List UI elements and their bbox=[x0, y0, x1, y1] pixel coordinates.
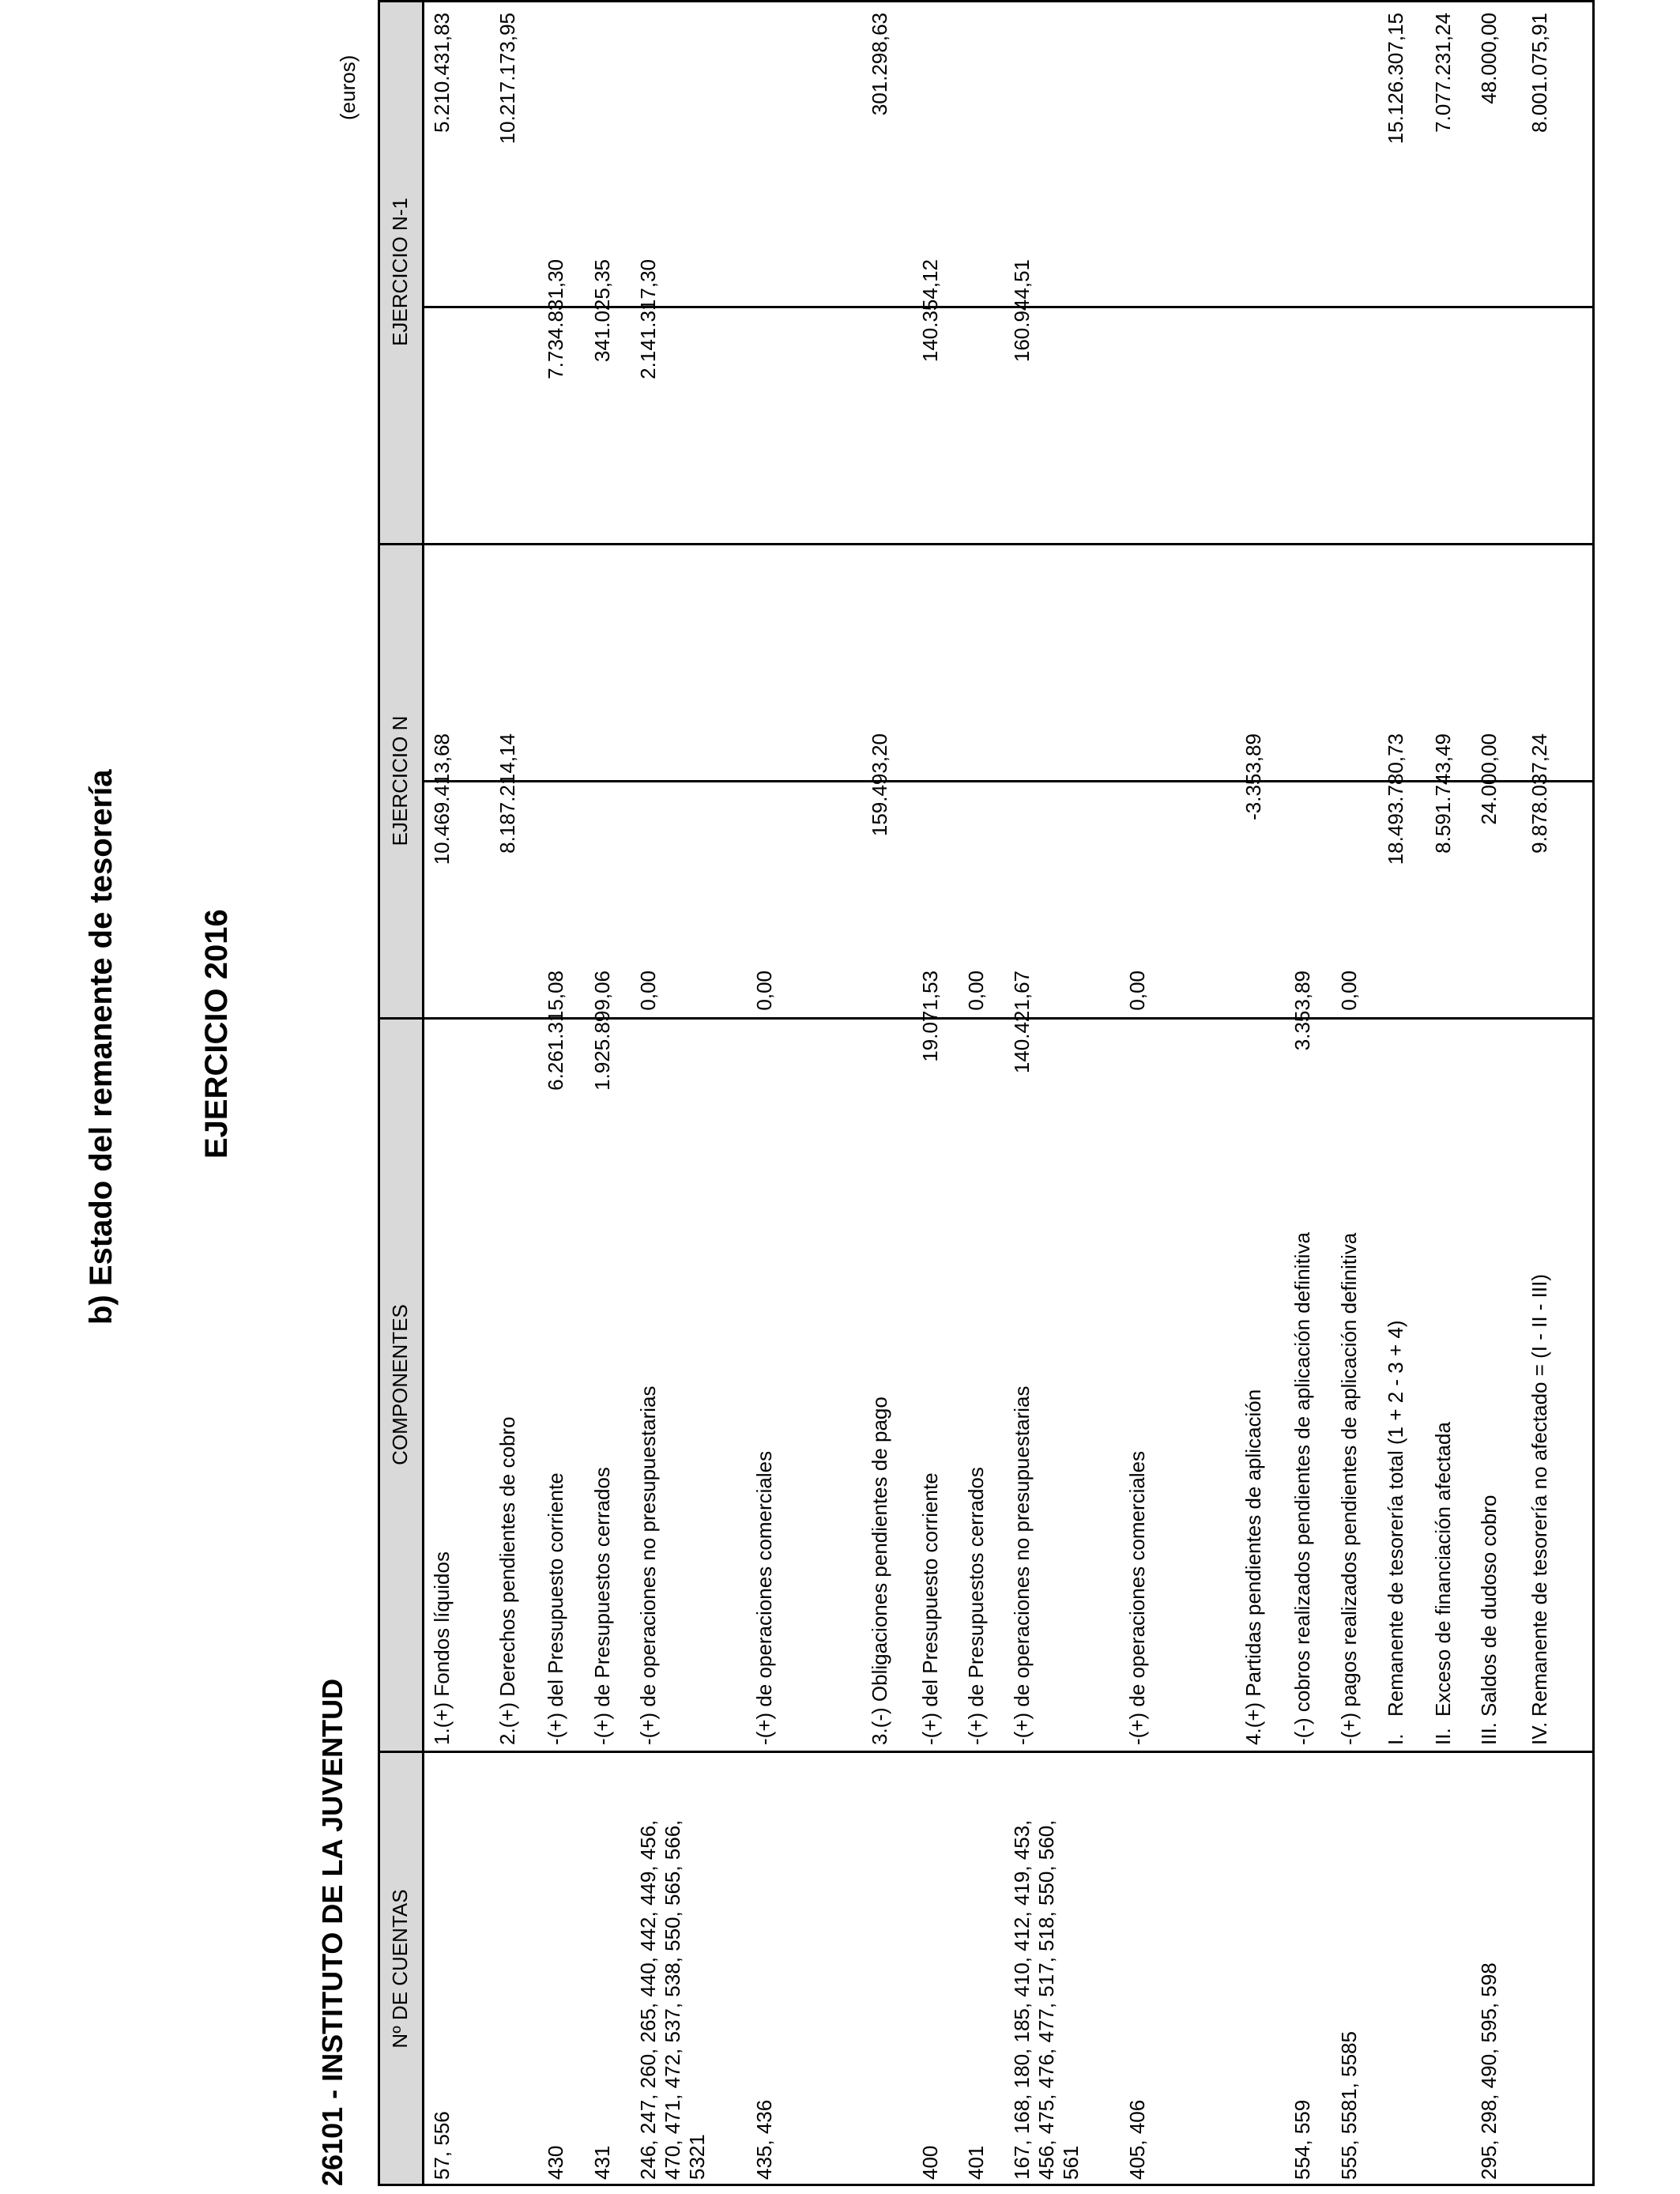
account-codes: 405, 406 bbox=[1125, 2099, 1149, 2180]
account-codes: 554, 559 bbox=[1290, 2099, 1314, 2180]
border-year-n-sub bbox=[422, 780, 1595, 782]
component-text: -(+) de Presupuestos cerrados bbox=[590, 1467, 614, 1745]
header-accounts: Nº DE CUENTAS bbox=[378, 1751, 422, 2186]
component-text: -(+) de operaciones no presupuestarias bbox=[1010, 1385, 1034, 1745]
entity-name: 26101 - INSTITUTO DE LA JUVENTUD bbox=[316, 1678, 348, 2186]
year-n1-total-value: 8.001.075,91 bbox=[1527, 13, 1551, 133]
component-label bbox=[1010, 1385, 1034, 1745]
roman-numeral: I. bbox=[1384, 1733, 1407, 1745]
account-codes: 167, 168, 180, 185, 410, 412, 419, 453, 456, 475, 476, 477, 517, 518, 550, 560, 561 bbox=[1010, 1819, 1083, 2180]
component-label bbox=[1384, 1320, 1408, 1745]
component-text: -(+) del Presupuesto corriente bbox=[544, 1472, 567, 1745]
year-n1-total-value: 7.077.231,24 bbox=[1431, 13, 1455, 133]
account-codes: 431 bbox=[590, 2145, 614, 2180]
component-text: -(+) de Presupuestos cerrados bbox=[964, 1467, 988, 1745]
component-label bbox=[636, 1385, 661, 1745]
year-n-total-value: 24.000,00 bbox=[1477, 733, 1501, 825]
year-n1-detail-value: 2.141.317,30 bbox=[636, 259, 660, 379]
component-text: 4.(+) Partidas pendientes de aplicación bbox=[1241, 1389, 1265, 1745]
roman-numeral: II. bbox=[1431, 1728, 1455, 1745]
year-n-detail-value: 19.071,53 bbox=[918, 971, 942, 1062]
units-label: (euros) bbox=[336, 55, 360, 120]
year-n-total-value: 8.187.214,14 bbox=[495, 733, 519, 854]
treasury-table bbox=[378, 0, 1595, 2186]
account-codes: 57, 556 bbox=[430, 2111, 454, 2180]
account-codes: 295, 298, 490, 595, 598 bbox=[1477, 1962, 1501, 2180]
year-n1-total-value: 301.298,63 bbox=[868, 13, 891, 116]
year-n-detail-value: 0,00 bbox=[1337, 971, 1361, 1011]
table-bottom-border bbox=[1592, 0, 1595, 2186]
component-label bbox=[1337, 1233, 1362, 1745]
year-n-detail-value: 6.261.315,08 bbox=[544, 971, 567, 1091]
year-n-detail-value: 0,00 bbox=[636, 971, 660, 1011]
component-label bbox=[918, 1472, 943, 1745]
component-label bbox=[1241, 1389, 1266, 1745]
component-text: Saldos de dudoso cobro bbox=[1477, 1495, 1501, 1717]
component-label bbox=[1290, 1232, 1315, 1745]
roman-numeral: III. bbox=[1477, 1722, 1501, 1745]
year-n1-total-value: 48.000,00 bbox=[1477, 13, 1501, 104]
table-top-border bbox=[378, 0, 380, 2186]
year-n1-detail-value: 140.354,12 bbox=[918, 259, 942, 363]
component-label bbox=[544, 1472, 568, 1745]
component-text: 3.(-) Obligaciones pendientes de pago bbox=[868, 1397, 891, 1745]
report-subtitle: EJERCICIO 2016 bbox=[199, 909, 234, 1159]
component-label bbox=[1527, 1274, 1552, 1745]
header-year-n: EJERCICIO N bbox=[378, 544, 422, 1018]
header-year-n1: EJERCICIO N-1 bbox=[378, 0, 422, 544]
year-n-total-value: 9.878.037,24 bbox=[1527, 733, 1551, 854]
border-left bbox=[378, 2184, 1595, 2186]
account-codes: 435, 436 bbox=[752, 2099, 776, 2180]
year-n1-total-value: 15.126.307,15 bbox=[1384, 13, 1407, 145]
component-text: Remanente de tesorería no afectado = (I - II - III) bbox=[1527, 1273, 1551, 1717]
component-label bbox=[752, 1451, 777, 1745]
year-n1-total-value: 10.217.173,95 bbox=[495, 13, 519, 145]
component-text: 1.(+) Fondos líquidos bbox=[430, 1551, 454, 1745]
component-label bbox=[1477, 1495, 1501, 1745]
component-text: Exceso de financiación afectada bbox=[1431, 1422, 1455, 1717]
account-codes: 400 bbox=[918, 2145, 942, 2180]
component-label bbox=[430, 1551, 454, 1745]
component-text: 2.(+) Derechos pendientes de cobro bbox=[495, 1416, 519, 1745]
report-title: b) Estado del remanente de tesorería bbox=[84, 769, 119, 1325]
account-codes: 430 bbox=[544, 2145, 567, 2180]
component-text: -(-) cobros realizados pendientes de aplicación definitiva bbox=[1290, 1232, 1314, 1745]
component-label bbox=[868, 1397, 892, 1745]
component-label bbox=[590, 1467, 615, 1745]
account-codes: 246, 247, 260, 265, 440, 442, 449, 456, 470, 471, 472, 537, 538, 550, 565, 566, 5321 bbox=[636, 1819, 709, 2180]
year-n-detail-value: 1.925.899,06 bbox=[590, 971, 614, 1091]
account-codes: 401 bbox=[964, 2145, 988, 2180]
account-codes: 555, 5581, 5585 bbox=[1337, 2031, 1361, 2180]
year-n1-detail-value: 341.025,35 bbox=[590, 259, 614, 363]
border-right bbox=[378, 0, 1595, 2]
year-n-detail-value: 3.353,89 bbox=[1290, 971, 1314, 1051]
component-label bbox=[1431, 1422, 1456, 1745]
year-n1-detail-value: 160.944,51 bbox=[1010, 259, 1034, 363]
border-year-n bbox=[378, 543, 1595, 545]
year-n-total-value: 8.591.743,49 bbox=[1431, 733, 1455, 854]
year-n-detail-value: 0,00 bbox=[1125, 971, 1149, 1011]
year-n1-total-value: 5.210.431,83 bbox=[430, 13, 454, 133]
year-n-detail-value: 140.421,67 bbox=[1010, 971, 1034, 1074]
roman-numeral: IV. bbox=[1527, 1721, 1551, 1745]
year-n-detail-value: 0,00 bbox=[752, 971, 776, 1011]
year-n-total-value: 10.469.413,68 bbox=[430, 733, 454, 865]
header-bottom-border bbox=[422, 0, 424, 2186]
border-accounts bbox=[378, 1751, 1595, 1753]
component-text: -(+) del Presupuesto corriente bbox=[918, 1472, 942, 1745]
component-label bbox=[495, 1416, 520, 1745]
year-n-total-value: 159.493,20 bbox=[868, 733, 891, 837]
component-label bbox=[1125, 1451, 1150, 1745]
year-n-total-value: -3.353,89 bbox=[1241, 733, 1265, 820]
year-n-detail-value: 0,00 bbox=[964, 971, 988, 1011]
component-text: Remanente de tesorería total (1 + 2 - 3 + 4) bbox=[1384, 1320, 1407, 1717]
component-text: -(+) de operaciones comerciales bbox=[752, 1450, 776, 1745]
year-n-total-value: 18.493.780,73 bbox=[1384, 733, 1407, 865]
component-label bbox=[964, 1467, 989, 1745]
year-n1-detail-value: 7.734.831,30 bbox=[544, 259, 567, 379]
component-text: -(+) de operaciones comerciales bbox=[1125, 1450, 1149, 1745]
component-text: -(+) de operaciones no presupuestarias bbox=[636, 1385, 660, 1745]
component-text: -(+) pagos realizados pendientes de aplicación definitiva bbox=[1337, 1232, 1361, 1745]
header-components: COMPONENTES bbox=[378, 1018, 422, 1751]
